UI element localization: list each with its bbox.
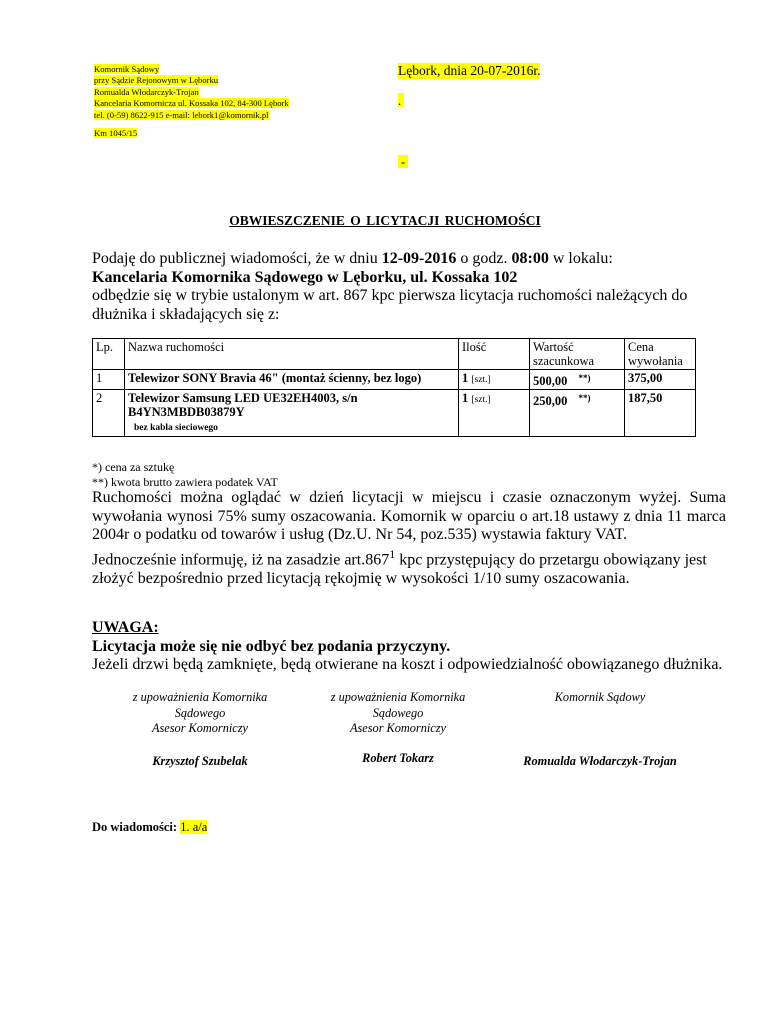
table-row — [93, 390, 696, 437]
col-header-qty: Ilość — [459, 339, 530, 370]
intro-paragraph — [92, 250, 732, 324]
items-table — [92, 338, 696, 437]
date-line: Lębork, dnia 20-07-2016r. — [398, 63, 541, 78]
footnote: **) kwota brutto zawiera podatek VAT — [92, 475, 278, 489]
cell-name: Telewizor SONY Bravia 46" (montaż ścienny, bez logo) — [125, 370, 459, 390]
intro-text: odbędzie się w trybie ustalonym w art. 867 kpc pierwsza licytacja ruchomości należących do dłużnika i składających się z: — [92, 287, 688, 323]
table-header-row — [93, 339, 696, 370]
viewing-paragraph: Ruchomości można oglądać w dzień licytacji w miejscu i czasie oznaczonym wyżej. Suma wywołania wynosi 75% sumy oszacowania. Komornik w oparciu o art.18 ustawy z dnia 11 marca 2004r o podatku od towarów i usług (Dz.U. Nr 54, poz.535) wystawia faktury VAT. — [92, 489, 726, 543]
table-row — [93, 370, 696, 390]
cell-lp: 1 — [93, 370, 125, 390]
auction-date: 12-09-2016 — [381, 250, 457, 267]
notice-heading: UWAGA: — [92, 619, 159, 636]
cell-lp: 2 — [93, 390, 125, 437]
distribution-line: Do wiadomości: 1. a/a — [92, 820, 208, 834]
col-header-price: Cena wywołania — [625, 339, 696, 370]
dash-mark: - — [398, 155, 408, 168]
signatory-name: Robert Tokarz — [362, 751, 434, 765]
footnotes — [92, 460, 278, 490]
cell-price: 375,00 — [625, 370, 696, 390]
intro-text: Podaję do publicznej wiadomości, że w dniu — [92, 250, 382, 267]
col-header-name: Nazwa ruchomości — [125, 339, 459, 370]
distribution-value: 1. a/a — [180, 820, 208, 834]
signature-block: z upoważnienia Komornika Sądowego Asesor Komorniczy — [132, 690, 268, 735]
signatory-name: Romualda Włodarczyk-Trojan — [523, 754, 677, 768]
auction-location: Kancelaria Komornika Sądowego w Lęborku, ul. Kossaka 102 — [92, 268, 518, 286]
header-line: tel. (0-59) 8622-915 e-mail: lebork1@komornik.pl — [94, 109, 269, 120]
auction-time: 08:00 — [511, 250, 549, 267]
header-line: Romualda Włodarczyk-Trojan — [94, 86, 199, 97]
case-number: Km 1045/15 — [94, 128, 138, 139]
header-line: Kancelaria Komornicza ul. Kossaka 102, 84-300 Lębork — [94, 98, 289, 109]
cell-qty: 1 [szt.] — [459, 390, 530, 437]
intro-text: w lokalu: — [548, 250, 613, 267]
intro-text: o godz. — [456, 250, 512, 267]
header-line: Komornik Sądowy — [94, 64, 160, 74]
notice-bold-line: Licytacja może się nie odbyć bez podania przyczyny. — [92, 637, 451, 655]
footnote: *) cena za sztukę — [92, 460, 175, 474]
signature-block: Komornik Sądowy — [554, 690, 646, 704]
cell-value: 500,00 **) — [530, 370, 625, 390]
col-header-lp: Lp. — [93, 339, 125, 370]
cell-value: 250,00 **) — [530, 390, 625, 437]
header-line: przy Sądzie Rejonowym w Lęborku — [94, 75, 219, 86]
signatory-name: Krzysztof Szubelak — [152, 754, 248, 768]
deposit-paragraph: Jednocześnie informuję, iż na zasadzie art.867$^1$ kpc przystępujący do przetargu obowiązany jest złożyć bezpośrednio przed licytacją rękojmię w wysokości 1/10 sumy oszacowania. — [92, 547, 707, 587]
cell-name: Telewizor Samsung LED UE32EH4003, s/n B4YN3MBDB03879Y bez kabla sieciowego — [125, 390, 459, 437]
notice-line: Jeżeli drzwi będą zamknięte, będą otwierane na koszt i odpowiedzialność obowiązanego dłużnika. — [92, 656, 723, 673]
cell-price: 187,50 — [625, 390, 696, 437]
col-header-value: Wartość szacunkowa — [530, 339, 625, 370]
page-title: OBWIESZCZENIE O LICYTACJI RUCHOMOŚCI — [229, 213, 541, 228]
dot-mark: . — [398, 93, 404, 107]
notice-section — [92, 619, 732, 675]
signature-block: z upoważnienia Komornika Sądowego Asesor Komorniczy — [330, 690, 466, 735]
bailiff-header — [94, 64, 289, 139]
cell-qty: 1 [szt.] — [459, 370, 530, 390]
